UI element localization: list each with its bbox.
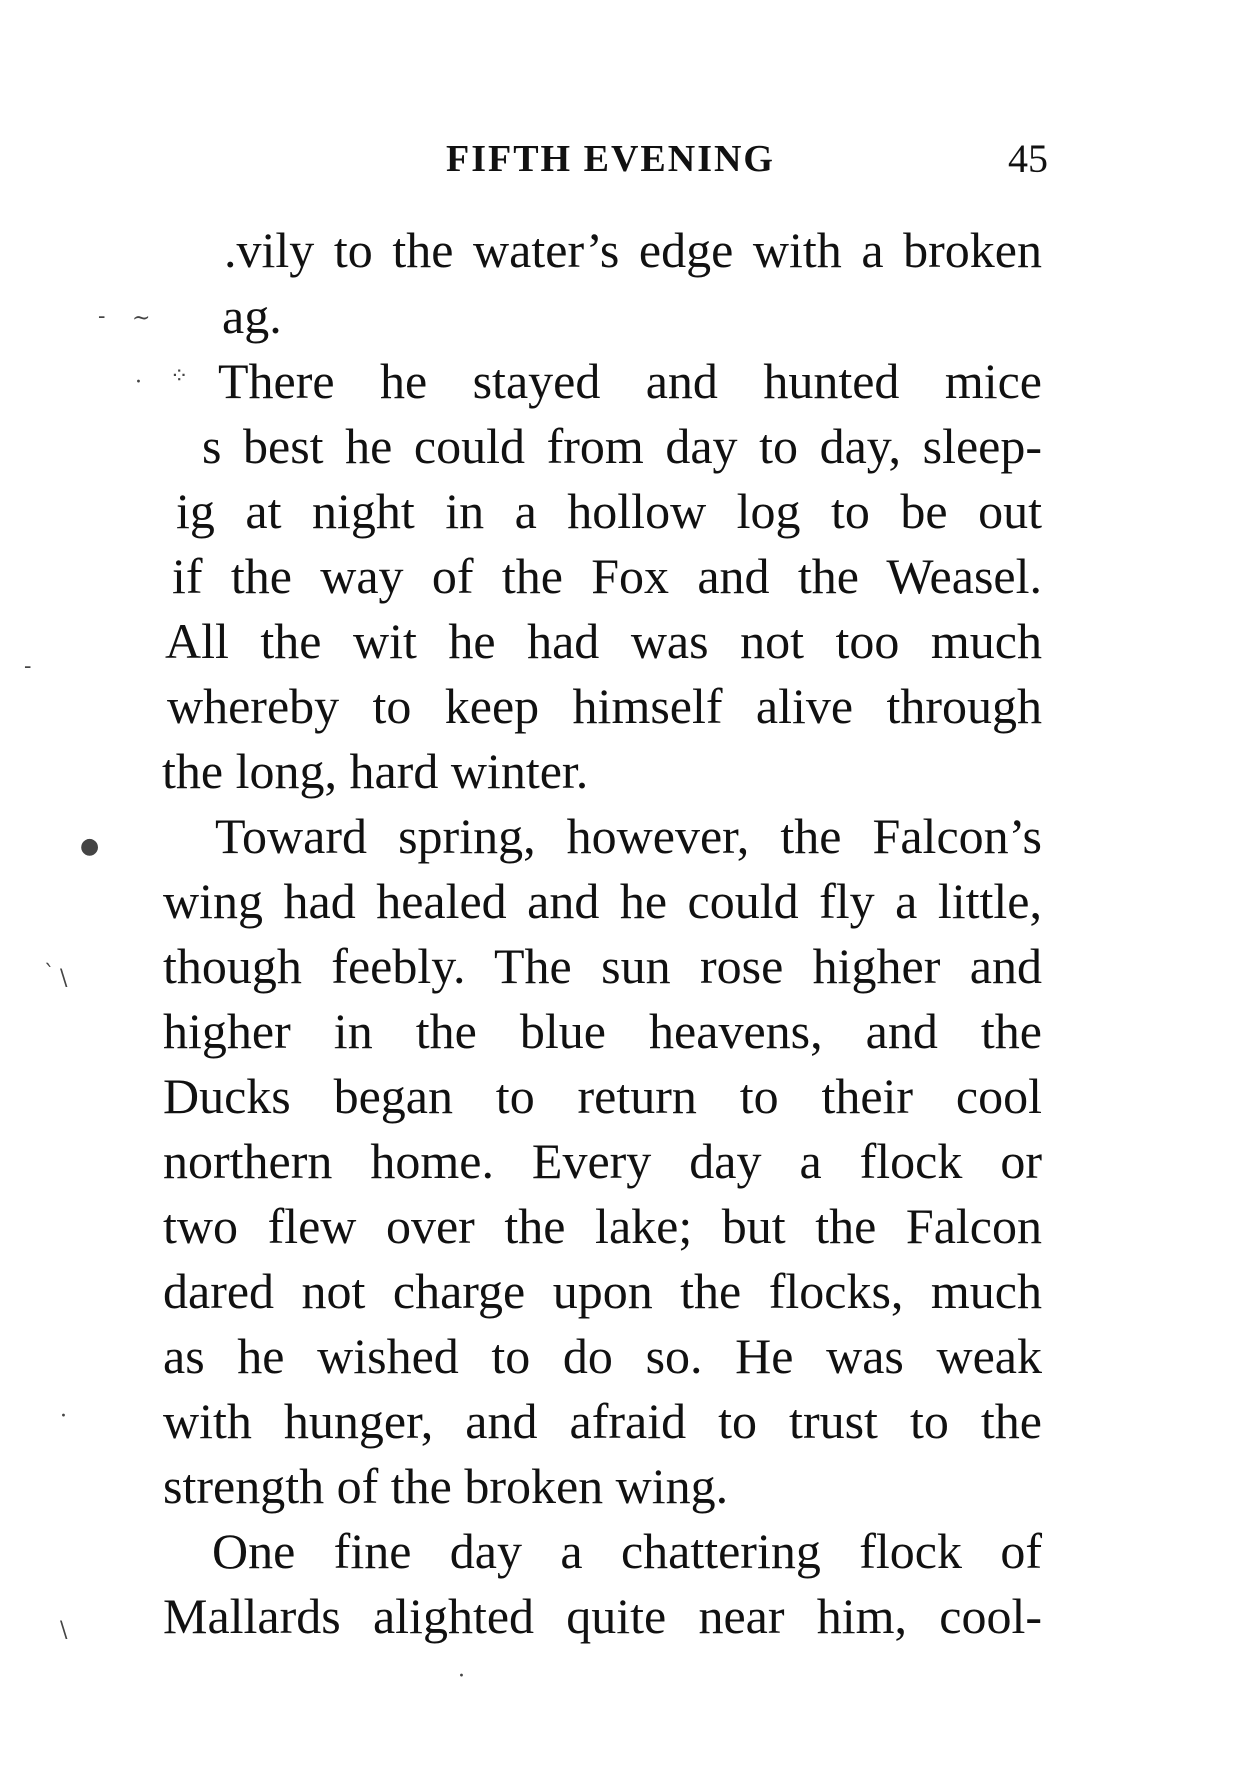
text-line: with hunger, and afraid to trust to the xyxy=(163,1393,1042,1449)
scan-speck: · xyxy=(458,1664,465,1689)
scan-speck: \ xyxy=(60,1618,68,1643)
text-line: There he stayed and hunted mice xyxy=(218,353,1042,409)
text-line: Toward spring, however, the Falcon’s xyxy=(215,808,1042,864)
text-line: Mallards alighted quite near him, cool- xyxy=(163,1588,1042,1644)
running-head xyxy=(0,134,1247,184)
text-line: strength of the broken wing. xyxy=(163,1458,729,1514)
running-title: FIFTH EVENING xyxy=(446,138,775,180)
scan-speck: · xyxy=(60,1404,67,1429)
text-line: .vily to the water’s edge with a broken xyxy=(224,222,1042,278)
text-line: higher in the blue heavens, and the xyxy=(163,1003,1042,1059)
text-line: Ducks began to return to their cool xyxy=(163,1068,1042,1124)
text-line: s best he could from day to day, sleep- xyxy=(202,418,1042,474)
scan-speck: ~ xyxy=(132,306,151,331)
text-line: ag. xyxy=(222,288,282,344)
text-line: the long, hard winter. xyxy=(162,743,589,799)
text-line: as he wished to do so. He was weak xyxy=(163,1328,1042,1384)
scan-speck: \ xyxy=(60,966,68,991)
text-line: northern home. Every day a flock or xyxy=(163,1133,1042,1189)
text-line: One fine day a chattering flock of xyxy=(212,1523,1042,1579)
text-line: two flew over the lake; but the Falcon xyxy=(163,1198,1042,1254)
text-line: ig at night in a hollow log to be out xyxy=(176,483,1042,539)
scan-speck: ● xyxy=(80,834,100,859)
scan-speck: · xyxy=(135,370,142,395)
text-line: dared not charge upon the flocks, much xyxy=(163,1263,1042,1319)
text-line: whereby to keep himself alive through xyxy=(167,678,1042,734)
scan-speck: ⁘ xyxy=(170,364,189,389)
scan-speck: ‐ xyxy=(98,304,106,329)
scan-speck: ‐ xyxy=(24,654,32,679)
text-line: All the wit he had was not too much xyxy=(165,613,1042,669)
text-line: though feebly. The sun rose higher and xyxy=(163,938,1042,994)
page-number: 45 xyxy=(1008,136,1048,181)
text-line: if the way of the Fox and the Weasel. xyxy=(172,548,1042,604)
text-line: wing had healed and he could fly a little, xyxy=(163,873,1042,929)
scan-speck: ` xyxy=(44,962,55,987)
